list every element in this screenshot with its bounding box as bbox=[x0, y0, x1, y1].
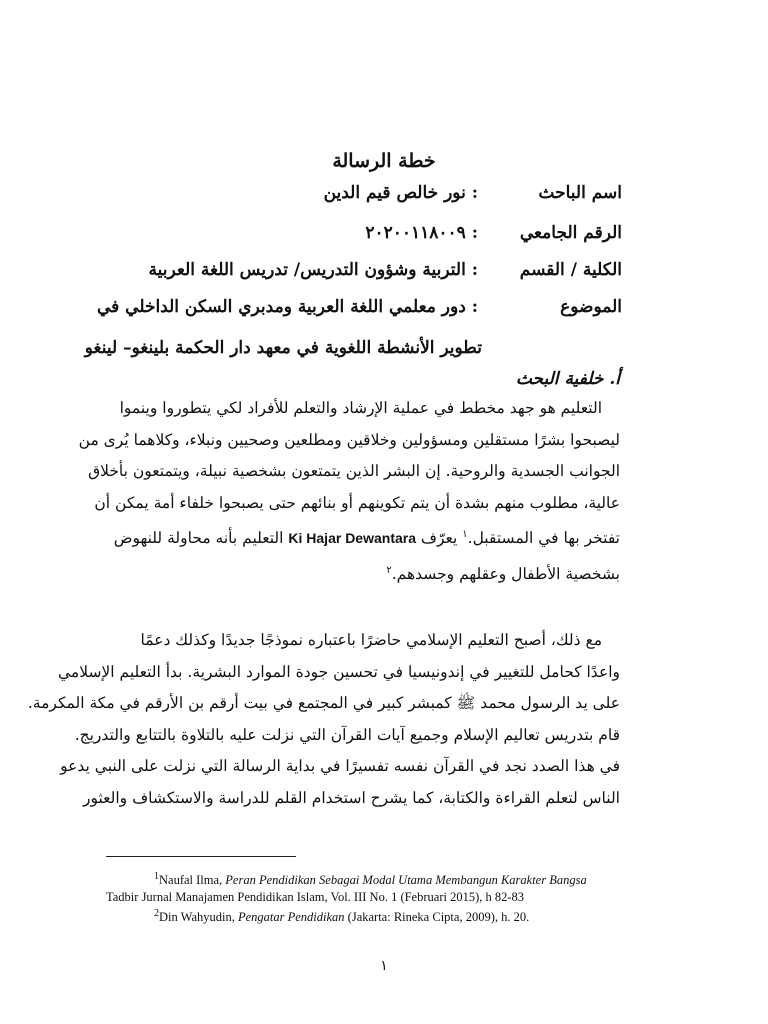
field-row-faculty bbox=[140, 260, 620, 290]
footnote-ref-1[interactable]: ١ bbox=[462, 529, 468, 540]
field-label: الموضوع bbox=[560, 297, 622, 317]
footnote-source: Tadbir Jurnal Manajamen Pendidikan Islam, Vol. III No. 1 (Februari 2015), h 82-83 bbox=[106, 890, 525, 905]
paragraph-line: مع ذلك، أصبح التعليم الإسلامي حاضرًا باعتباره نموذجًا جديدًا وكذلك دعمًا bbox=[140, 631, 602, 649]
paragraph-1 bbox=[78, 393, 620, 590]
footnote-number: 2 bbox=[154, 908, 159, 919]
footnote-author: Din Wahyudin, bbox=[159, 910, 238, 925]
field-value: : دور معلمي اللغة العربية ومدبري السكن الداخلي في bbox=[96, 297, 478, 317]
paragraph-line: ليصبحوا بشرًا مستقلين ومسؤولين وخلاقين ومطلعين وصحيين ونبلاء، وكلاهما يُرى من bbox=[78, 430, 620, 449]
footnote-number: 1 bbox=[154, 871, 159, 882]
topic-continuation: تطوير الأنشطة اللغوية في معهد دار الحكمة بلينغو– لينغو bbox=[84, 338, 482, 358]
paragraph-line: عالية، مطلوب منهم بشدة أن يتم تكوينهم أو بنائهم حتى يصبحوا خلفاء أمة يمكن أن bbox=[94, 493, 620, 512]
field-row-student-id bbox=[140, 223, 620, 253]
paragraph-line: على يد الرسول محمد ﷺ كمبشر كبير في المجتمع في بيت أرقم بن الأرقم في مكة المكرمة. bbox=[27, 694, 620, 712]
section-heading: أ. خلفية البحث bbox=[515, 369, 620, 389]
text-run: تفتخر بها في المستقبل. bbox=[467, 529, 620, 548]
field-label: اسم الباحث bbox=[538, 183, 622, 203]
footnote-2 bbox=[106, 905, 622, 926]
paragraph-line bbox=[104, 519, 620, 555]
paragraph-line: واعدًا كحامل للتغيير في إندونيسيا في تحسين جودة الموارد البشرية. بدأ التعليم الإسلامي bbox=[57, 662, 620, 681]
text-run: بشخصية الأطفال وعقلهم وجسدهم. bbox=[391, 564, 620, 583]
footnote-separator bbox=[106, 856, 296, 857]
footnote-title: Peran Pendidikan Sebagai Modal Utama Membangun Karakter Bangsa bbox=[225, 873, 587, 888]
field-value: : التربية وشؤون التدريس/ تدريس اللغة العربية bbox=[148, 260, 478, 280]
footnote-1 bbox=[106, 868, 622, 906]
footnote-source: (Jakarta: Rineka Cipta, 2009), h. 20. bbox=[344, 910, 530, 925]
page-number: ١ bbox=[380, 958, 388, 974]
field-label: الرقم الجامعي bbox=[519, 223, 622, 243]
footnote-title: Pengatar Pendidikan bbox=[237, 910, 345, 925]
footnote-ref-2[interactable]: ٢ bbox=[386, 564, 392, 576]
field-label: الكلية / القسم bbox=[519, 260, 622, 280]
text-run: التعليم بأنه محاولة للنهوض bbox=[113, 529, 289, 548]
paragraph-line: قام بتدريس تعاليم الإسلام وجميع آيات القرآن التي نزلت عليه بالتلاوة بالتتابع والتدريج. bbox=[74, 725, 620, 744]
latin-name: Ki Hajar Dewantara bbox=[288, 530, 416, 547]
footnote-author: Naufal Ilma, bbox=[159, 873, 226, 888]
field-row-researcher bbox=[140, 183, 620, 213]
paragraph-2 bbox=[27, 625, 620, 814]
field-row-topic bbox=[96, 297, 622, 327]
paragraph-line: الجوانب الجسدية والروحية. إن البشر الذين يتمتعون بشخصية نبيلة، ويتمتعون بأخلاق bbox=[88, 462, 620, 480]
paragraph-line: في هذا الصدد نجد في القرآن نفسه تفسيرًا في بداية الرسالة التي نزلت على النبي يدعو bbox=[60, 757, 620, 775]
field-value: : ٢٠٢٠٠١١٨٠٠٩ bbox=[365, 223, 478, 243]
text-run: يعرّف bbox=[416, 529, 463, 548]
paragraph-line: الناس لتعلم القراءة والكتابة، كما يشرح استخدام القلم للدراسة والاستكشاف والعثور bbox=[83, 788, 620, 807]
field-value: : نور خالص قيم الدين bbox=[323, 183, 478, 203]
paragraph-line: التعليم هو جهد مخطط في عملية الإرشاد والتعلم للأفراد لكي يتطوروا وينموا bbox=[119, 399, 602, 417]
paragraph-line bbox=[104, 555, 620, 591]
document-title: خطة الرسالة bbox=[332, 150, 436, 172]
